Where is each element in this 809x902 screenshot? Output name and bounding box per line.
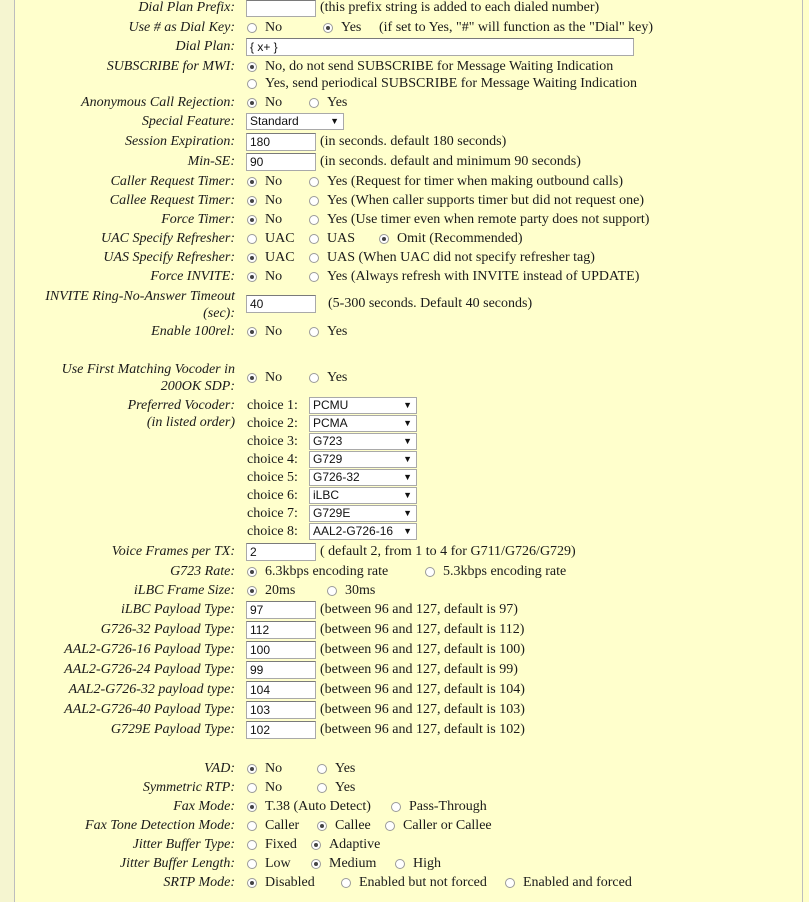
force-invite-no-radio[interactable] [247, 272, 257, 282]
vocoder-choice-1-value: PCMU [313, 398, 349, 412]
symmetric-rtp-no-radio[interactable] [247, 783, 257, 793]
srtp-enabled-not-forced-radio[interactable] [341, 878, 351, 888]
fax-tone-caller-label: Caller [265, 818, 300, 833]
enable-100rel-yes-label: Yes [327, 324, 348, 339]
page-margin [0, 0, 14, 902]
callee-timer-yes-radio[interactable] [309, 196, 319, 206]
uac-refresher-omit-label: Omit (Recommended) [397, 231, 523, 246]
srtp-mode-label: SRTP Mode: [163, 875, 235, 890]
min-se-input[interactable] [246, 153, 316, 171]
voice-frames-note: ( default 2, from 1 to 4 for G711/G726/G729) [320, 544, 576, 559]
dial-plan-prefix-note: (this prefix string is added to each dialed number) [320, 0, 600, 15]
vocoder-choice-1-label: choice 1: [247, 398, 298, 413]
preferred-vocoder-sublabel: (in listed order) [146, 415, 235, 430]
session-exp-label: Session Expiration: [124, 134, 235, 149]
g723-rate-63-label: 6.3kbps encoding rate [265, 564, 389, 579]
uac-refresher-omit-radio[interactable] [379, 234, 389, 244]
first-vocoder-label: Use First Matching Vocoder in 200OK SDP: [61, 362, 235, 394]
payload-aal2-16-label: AAL2-G726-16 Payload Type: [64, 642, 235, 657]
ring-timeout-input[interactable] [246, 295, 316, 313]
fax-mode-t38-label: T.38 (Auto Detect) [265, 799, 371, 814]
payload-aal2-32-note: (between 96 and 127, default is 104) [320, 682, 525, 697]
min-se-note: (in seconds. default and minimum 90 seconds) [320, 154, 581, 169]
payload-aal2-16-note: (between 96 and 127, default is 100) [320, 642, 525, 657]
vad-no-label: No [265, 761, 283, 776]
first-vocoder-yes-radio[interactable] [309, 373, 319, 383]
jitter-length-medium-label: Medium [329, 856, 377, 871]
payload-aal2-32-input[interactable] [246, 681, 316, 699]
force-timer-yes-radio[interactable] [309, 215, 319, 225]
anon-reject-yes-label: Yes [327, 95, 348, 110]
chevron-down-icon: ▼ [403, 526, 412, 536]
vocoder-choice-7-value: G729E [313, 506, 351, 520]
dial-plan-prefix-label: Dial Plan Prefix: [138, 0, 235, 15]
fax-tone-callee-label: Callee [335, 818, 371, 833]
payload-aal2-24-label: AAL2-G726-24 Payload Type: [64, 662, 235, 677]
voice-frames-label: Voice Frames per TX: [111, 544, 235, 559]
chevron-down-icon: ▼ [403, 508, 412, 518]
vocoder-choice-6-label: choice 6: [247, 488, 298, 503]
first-vocoder-yes-label: Yes [327, 370, 348, 385]
use-hash-no-label: No [265, 20, 283, 35]
vocoder-choice-8-select[interactable] [309, 523, 417, 540]
caller-timer-yes-radio[interactable] [309, 177, 319, 187]
fax-tone-caller-radio[interactable] [247, 821, 257, 831]
vocoder-choice-3-label: choice 3: [247, 434, 298, 449]
uas-refresher-uas-label: UAS (When UAC did not specify refresher tag) [327, 250, 595, 265]
srtp-disabled-radio[interactable] [247, 878, 257, 888]
vocoder-choice-5-label: choice 5: [247, 470, 298, 485]
caller-timer-yes-label: Yes (Request for timer when making outbound calls) [327, 174, 624, 189]
vocoder-choice-8-label: choice 8: [247, 524, 298, 539]
chevron-down-icon: ▼ [403, 400, 412, 410]
anon-reject-no-label: No [265, 95, 283, 110]
payload-ilbc-label: iLBC Payload Type: [120, 602, 235, 617]
payload-g726-32-label: G726-32 Payload Type: [100, 622, 235, 637]
force-timer-yes-label: Yes (Use timer even when remote party does not support) [327, 212, 650, 227]
symmetric-rtp-label: Symmetric RTP: [142, 780, 235, 795]
chevron-down-icon: ▼ [403, 436, 412, 446]
srtp-disabled-label: Disabled [265, 875, 315, 890]
subscribe-mwi-yes-radio[interactable] [247, 79, 257, 89]
chevron-down-icon: ▼ [403, 454, 412, 464]
enable-100rel-no-radio[interactable] [247, 327, 257, 337]
vad-yes-radio[interactable] [317, 764, 327, 774]
uas-refresher-uas-radio[interactable] [309, 253, 319, 263]
preferred-vocoder-label: Preferred Vocoder: [127, 398, 235, 413]
jitter-type-adaptive-radio[interactable] [311, 840, 321, 850]
caller-timer-no-radio[interactable] [247, 177, 257, 187]
subscribe-mwi-no-radio[interactable] [247, 62, 257, 72]
symmetric-rtp-no-label: No [265, 780, 283, 795]
anon-reject-no-radio[interactable] [247, 98, 257, 108]
ilbc-frame-label: iLBC Frame Size: [133, 583, 235, 598]
callee-timer-no-label: No [265, 193, 283, 208]
payload-g729e-input[interactable] [246, 721, 316, 739]
subscribe-mwi-label: SUBSCRIBE for MWI: [106, 59, 235, 74]
force-invite-yes-radio[interactable] [309, 272, 319, 282]
payload-aal2-40-note: (between 96 and 127, default is 103) [320, 702, 525, 717]
special-feature-value: Standard [250, 114, 299, 128]
payload-aal2-24-input[interactable] [246, 661, 316, 679]
min-se-label: Min-SE: [187, 154, 235, 169]
vad-no-radio[interactable] [247, 764, 257, 774]
uas-refresher-uac-radio[interactable] [247, 253, 257, 263]
jitter-length-low-radio[interactable] [247, 859, 257, 869]
vocoder-choice-6-select[interactable] [309, 487, 417, 504]
vocoder-choice-2-value: PCMA [313, 416, 348, 430]
jitter-type-fixed-radio[interactable] [247, 840, 257, 850]
uac-refresher-uas-label: UAS [327, 231, 356, 246]
use-hash-yes-radio[interactable] [323, 23, 333, 33]
vocoder-choice-3-select[interactable] [309, 433, 417, 450]
chevron-down-icon: ▼ [330, 116, 339, 126]
payload-aal2-24-note: (between 96 and 127, default is 99) [320, 662, 518, 677]
jitter-length-medium-radio[interactable] [311, 859, 321, 869]
special-feature-select[interactable] [246, 113, 344, 130]
force-timer-no-radio[interactable] [247, 215, 257, 225]
uac-refresher-uac-radio[interactable] [247, 234, 257, 244]
jitter-length-low-label: Low [265, 856, 291, 871]
fax-tone-either-label: Caller or Callee [403, 818, 492, 833]
vocoder-choice-7-select[interactable] [309, 505, 417, 522]
ilbc-frame-20-radio[interactable] [247, 586, 257, 596]
fax-mode-t38-radio[interactable] [247, 802, 257, 812]
subscribe-mwi-no-label: No, do not send SUBSCRIBE for Message Waiting Indication [265, 59, 614, 74]
chevron-down-icon: ▼ [403, 490, 412, 500]
payload-g726-32-note: (between 96 and 127, default is 112) [320, 622, 525, 637]
jitter-length-high-radio[interactable] [395, 859, 405, 869]
vocoder-choice-1-select[interactable] [309, 397, 417, 414]
jitter-length-label: Jitter Buffer Length: [119, 856, 235, 871]
jitter-type-fixed-label: Fixed [265, 837, 297, 852]
fax-tone-either-radio[interactable] [385, 821, 395, 831]
caller-timer-label: Caller Request Timer: [110, 174, 235, 189]
session-exp-note: (in seconds. default 180 seconds) [320, 134, 507, 149]
symmetric-rtp-yes-radio[interactable] [317, 783, 327, 793]
vocoder-choice-4-select[interactable] [309, 451, 417, 468]
vocoder-choice-5-select[interactable] [309, 469, 417, 486]
chevron-down-icon: ▼ [403, 472, 412, 482]
ilbc-frame-30-radio[interactable] [327, 586, 337, 596]
fax-mode-label: Fax Mode: [173, 799, 235, 814]
vocoder-choice-7-label: choice 7: [247, 506, 298, 521]
use-hash-yes-label: Yes [341, 20, 362, 35]
symmetric-rtp-yes-label: Yes [335, 780, 356, 795]
jitter-type-adaptive-label: Adaptive [329, 837, 381, 852]
voice-frames-input[interactable] [246, 543, 316, 561]
vocoder-choice-8-value: AAL2-G726-16 [313, 524, 394, 538]
use-hash-note: (if set to Yes, "#" will function as the "Dial" key) [379, 20, 654, 35]
vocoder-choice-4-label: choice 4: [247, 452, 298, 467]
vocoder-choice-4-value: G729 [313, 452, 343, 466]
payload-aal2-40-label: AAL2-G726-40 Payload Type: [64, 702, 235, 717]
chevron-down-icon: ▼ [403, 418, 412, 428]
srtp-enabled-not-forced-label: Enabled but not forced [359, 875, 487, 890]
force-invite-label: Force INVITE: [150, 269, 235, 284]
payload-ilbc-input[interactable] [246, 601, 316, 619]
srtp-enabled-forced-radio[interactable] [505, 878, 515, 888]
jitter-type-label: Jitter Buffer Type: [132, 837, 235, 852]
jitter-length-high-label: High [413, 856, 441, 871]
first-vocoder-no-label: No [265, 370, 283, 385]
uas-refresher-label: UAS Specify Refresher: [103, 250, 235, 265]
dial-plan-input[interactable] [246, 38, 634, 56]
uac-refresher-uac-label: UAC [265, 231, 295, 246]
anon-reject-label: Anonymous Call Rejection: [81, 95, 235, 110]
special-feature-label: Special Feature: [141, 114, 235, 129]
payload-aal2-32-label: AAL2-G726-32 payload type: [68, 682, 235, 697]
payload-g729e-note: (between 96 and 127, default is 102) [320, 722, 525, 737]
payload-g729e-label: G729E Payload Type: [110, 722, 235, 737]
payload-aal2-16-input[interactable] [246, 641, 316, 659]
srtp-enabled-forced-label: Enabled and forced [523, 875, 632, 890]
anon-reject-yes-radio[interactable] [309, 98, 319, 108]
g723-rate-label: G723 Rate: [170, 564, 235, 579]
first-vocoder-no-radio[interactable] [247, 373, 257, 383]
force-timer-label: Force Timer: [161, 212, 235, 227]
g723-rate-53-label: 5.3kbps encoding rate [443, 564, 567, 579]
vocoder-choice-6-value: iLBC [313, 488, 340, 502]
uac-refresher-uas-radio[interactable] [309, 234, 319, 244]
callee-timer-label: Callee Request Timer: [109, 193, 235, 208]
use-hash-label: Use # as Dial Key: [128, 20, 235, 35]
force-invite-no-label: No [265, 269, 283, 284]
callee-timer-no-radio[interactable] [247, 196, 257, 206]
g723-rate-63-radio[interactable] [247, 567, 257, 577]
fax-mode-passthrough-radio[interactable] [391, 802, 401, 812]
g723-rate-53-radio[interactable] [425, 567, 435, 577]
force-timer-no-label: No [265, 212, 283, 227]
enable-100rel-label: Enable 100rel: [151, 324, 235, 339]
ring-timeout-label: INVITE Ring-No-Answer Timeout (sec): [45, 289, 235, 321]
ilbc-frame-20-label: 20ms [265, 583, 296, 598]
vocoder-choice-3-value: G723 [313, 434, 343, 448]
ilbc-frame-30-label: 30ms [345, 583, 376, 598]
enable-100rel-yes-radio[interactable] [309, 327, 319, 337]
vad-label: VAD: [204, 761, 235, 776]
vocoder-choice-2-label: choice 2: [247, 416, 298, 431]
payload-g726-32-input[interactable] [246, 621, 316, 639]
enable-100rel-no-label: No [265, 324, 283, 339]
fax-tone-callee-radio[interactable] [317, 821, 327, 831]
subscribe-mwi-yes-label: Yes, send periodical SUBSCRIBE for Message Waiting Indication [265, 76, 638, 91]
caller-timer-no-label: No [265, 174, 283, 189]
callee-timer-yes-label: Yes (When caller supports timer but did not request one) [327, 193, 645, 208]
fax-mode-passthrough-label: Pass-Through [409, 799, 487, 814]
session-exp-input[interactable] [246, 133, 316, 151]
payload-aal2-40-input[interactable] [246, 701, 316, 719]
fax-tone-label: Fax Tone Detection Mode: [85, 818, 235, 833]
uac-refresher-label: UAC Specify Refresher: [101, 231, 235, 246]
payload-ilbc-note: (between 96 and 127, default is 97) [320, 602, 518, 617]
dial-plan-label: Dial Plan: [175, 39, 235, 54]
ring-timeout-note: (5-300 seconds. Default 40 seconds) [328, 296, 533, 311]
dial-plan-prefix-input[interactable] [246, 0, 316, 17]
vad-yes-label: Yes [335, 761, 356, 776]
vocoder-choice-2-select[interactable] [309, 415, 417, 432]
force-invite-yes-label: Yes (Always refresh with INVITE instead of UPDATE) [327, 269, 640, 284]
use-hash-no-radio[interactable] [247, 23, 257, 33]
uas-refresher-uac-label: UAC [265, 250, 295, 265]
vocoder-choice-5-value: G726-32 [313, 470, 360, 484]
